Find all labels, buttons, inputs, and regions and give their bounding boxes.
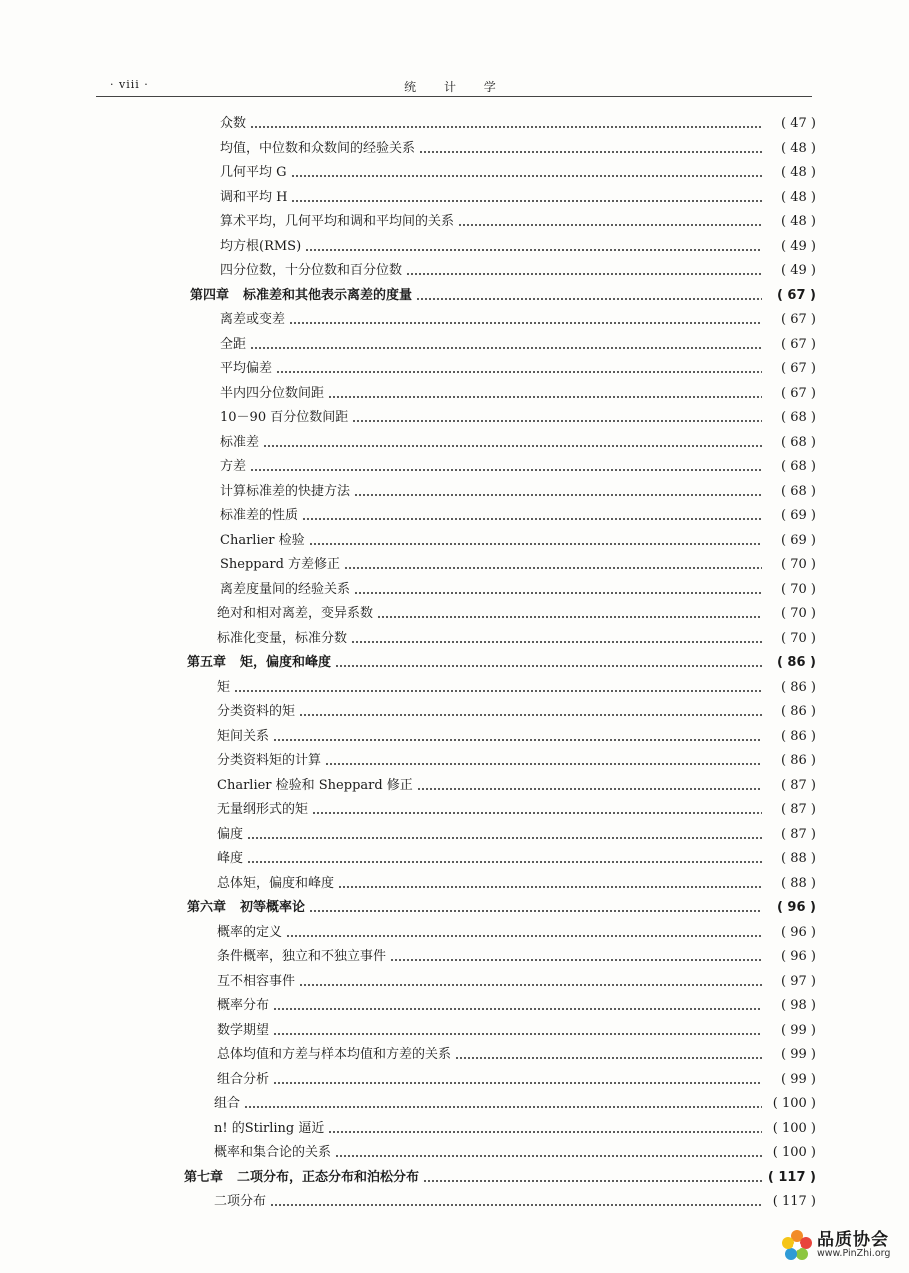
toc-chapter-row [190,284,816,308]
toc-dot-leader [406,266,762,276]
toc-section-row [217,1019,816,1043]
toc-page-number: ( 87 ) [781,777,816,793]
toc-page-number: ( 98 ) [781,998,816,1013]
toc-section-row [220,529,816,553]
toc-page-number: ( 96 ) [776,900,816,915]
toc-entry-title: 峰度 [217,851,244,866]
toc-page-number: ( 68 ) [781,410,816,425]
toc-entry-title: 均方根(RMS) [220,238,302,254]
toc-section-row [217,921,816,945]
toc-chapter-row [187,651,816,675]
toc-page-number: ( 86 ) [781,679,816,695]
toc-dot-leader [338,879,762,889]
toc-entry-title: 总体均值和方差与样本均值和方差的关系 [217,1047,452,1062]
toc-page-number: ( 88 ) [781,875,816,891]
toc-chapter-number: 第四章 [190,287,230,303]
toc-dot-leader [423,1173,762,1183]
toc-entry-title: 条件概率，独立和不独立事件 [217,949,387,964]
toc-entry-title: 概率分布 [217,998,270,1013]
toc-section-row [220,480,816,504]
toc-section-row [220,308,816,332]
toc-entry-title: 分类资料矩的计算 [217,753,322,768]
toc-entry-title: 绝对和相对离差，变异系数 [217,606,374,621]
toc-page-number: ( 69 ) [781,532,816,548]
toc-section-row [220,406,816,430]
toc-section-row [220,553,816,577]
toc-section-row [220,431,816,455]
toc-section-row [220,578,816,602]
toc-page-number: ( 68 ) [781,459,816,474]
watermark-logo [779,1225,901,1265]
toc-dot-leader [417,781,762,791]
toc-entry-title: Charlier 检验和 Sheppard 修正 [217,777,413,793]
toc-page-number: ( 99 ) [781,1071,816,1087]
toc-page-number: ( 67 ) [781,336,816,352]
toc-entry-title: 标准差和其他表示离差的度量 [243,287,413,303]
toc-dot-leader [328,1124,762,1134]
toc-dot-leader [299,707,762,717]
toc-page-number: ( 96 ) [781,924,816,940]
toc-dot-leader [352,413,762,423]
toc-dot-leader [250,119,762,129]
toc-dot-leader [344,560,762,570]
toc-dot-leader [276,364,762,374]
toc-entry-title: n! 的Stirling 逼近 [214,1120,325,1136]
toc-entry-title: Charlier 检验 [220,532,305,548]
toc-page-number: ( 100 ) [772,1120,816,1136]
toc-section-row [220,455,816,479]
toc-entry-title: 组合 [214,1096,241,1111]
toc-dot-leader [270,1197,762,1207]
toc-page-number: ( 117 ) [772,1194,816,1209]
toc-entry-title: 无量纲形式的矩 [217,802,309,817]
toc-entry-title: 矩 [217,679,231,695]
toc-page-number: ( 88 ) [781,851,816,866]
toc-dot-leader [234,683,762,693]
toc-page-number: ( 48 ) [781,140,816,156]
toc-dot-leader [250,340,762,350]
toc-entry-title: 方差 [220,459,247,474]
toc-chapter-number: 第六章 [187,900,227,915]
toc-dot-leader [419,144,762,154]
toc-dot-leader [354,487,762,497]
toc-entry-title: 矩间关系 [217,728,270,744]
toc-entry-title: 离差或变差 [220,312,286,327]
toc-dot-leader [309,903,762,913]
toc-entry-title: 标准差的性质 [220,508,299,523]
toc-entry-title: 初等概率论 [240,900,306,915]
toc-entry-title: 互不相容事件 [217,973,296,989]
toc-dot-leader [247,854,762,864]
toc-entry-title: 算术平均，几何平均和调和平均间的关系 [220,214,455,229]
toc-page-number: ( 49 ) [781,238,816,254]
page-header [100,78,812,96]
toc-page-number: ( 48 ) [781,165,816,180]
toc-section-row [220,186,816,210]
toc-entry-title: 调和平均 H [220,189,288,205]
toc-dot-leader [247,830,762,840]
toc-dot-leader [390,952,762,962]
toc-section-row [217,774,816,798]
toc-dot-leader [305,242,762,252]
toc-section-row [217,847,816,871]
toc-section-row [217,945,816,969]
toc-section-row [217,798,816,822]
toc-entry-title: 二项分布，正态分布和泊松分布 [237,1169,420,1185]
header-rule [96,96,812,97]
toc-page-number: ( 48 ) [781,189,816,205]
toc-entry-title: 分类资料的矩 [217,704,296,719]
toc-chapter-number: 第七章 [184,1169,224,1185]
toc-section-row [217,872,816,896]
toc-page-number: ( 86 ) [781,728,816,744]
toc-section-row [217,970,816,994]
toc-dot-leader [273,732,762,742]
toc-entry-title: 离差度量间的经验关系 [220,581,351,597]
toc-dot-leader [263,438,762,448]
toc-chapter-row [187,896,816,920]
toc-entry-title: 标准差 [220,434,260,450]
toc-section-row [220,210,816,234]
page-number: · viii · [110,78,149,91]
toc-page-number: ( 99 ) [781,1047,816,1062]
toc-page-number: ( 49 ) [781,263,816,278]
toc-dot-leader [351,634,762,644]
toc-entry-title: 概率和集合论的关系 [214,1145,332,1160]
toc-section-row [214,1117,816,1141]
toc-section-row [217,823,816,847]
toc-dot-leader [273,1001,762,1011]
flower-logo-icon [779,1227,815,1263]
toc-entry-title: 偏度 [217,826,244,842]
toc-chapter-number: 第五章 [187,655,227,670]
toc-entry-title: 标准化变量，标准分数 [217,630,348,646]
toc-section-row [217,994,816,1018]
toc-entry-title: 均值，中位数和众数间的经验关系 [220,140,416,156]
toc-section-row [220,382,816,406]
toc-dot-leader [312,805,762,815]
toc-section-row [214,1092,816,1116]
toc-dot-leader [455,1050,762,1060]
toc-entry-title: 四分位数，十分位数和百分位数 [220,263,403,278]
toc-section-row [217,700,816,724]
toc-chapter-row [184,1166,816,1190]
toc-entry-title: 概率的定义 [217,924,283,940]
toc-page-number: ( 68 ) [781,483,816,499]
toc-entry-title: 总体矩，偏度和峰度 [217,875,335,891]
watermark-name: 品质协会 [817,1230,889,1250]
toc-section-row [217,627,816,651]
toc-dot-leader [289,315,762,325]
toc-section-row [220,504,816,528]
toc-page-number: ( 70 ) [781,630,816,646]
toc-page-number: ( 86 ) [781,704,816,719]
toc-dot-leader [377,609,762,619]
toc-section-row [217,1068,816,1092]
toc-dot-leader [416,291,762,301]
toc-section-row [220,333,816,357]
toc-entry-title: 半内四分位数间距 [220,385,325,401]
toc-entry-title: 数学期望 [217,1022,270,1038]
running-title: 统 计 学 [404,80,508,94]
toc-page-number: ( 67 ) [781,385,816,401]
toc-section-row [214,1190,816,1214]
toc-entry-title: 平均偏差 [220,361,273,376]
toc-section-row [217,676,816,700]
toc-page-number: ( 86 ) [776,655,816,670]
toc-section-row [217,602,816,626]
toc-dot-leader [273,1075,762,1085]
toc-page-number: ( 87 ) [781,802,816,817]
toc-dot-leader [291,168,762,178]
toc-section-row [217,749,816,773]
toc-section-row [220,259,816,283]
toc-page-number: ( 97 ) [781,973,816,989]
toc-page-number: ( 100 ) [772,1145,816,1160]
toc-page-number: ( 96 ) [781,949,816,964]
toc-section-row [217,1043,816,1067]
toc-dot-leader [458,217,762,227]
toc-dot-leader [335,1148,762,1158]
toc-entry-title: 全距 [220,336,247,352]
toc-dot-leader [273,1026,762,1036]
toc-entry-title: Sheppard 方差修正 [220,557,341,572]
toc-entry-title: 二项分布 [214,1194,267,1209]
toc-page-number: ( 47 ) [781,116,816,131]
toc-dot-leader [250,462,762,472]
toc-entry-title: 几何平均 G [220,165,287,180]
toc-page-number: ( 70 ) [781,581,816,597]
toc-dot-leader [302,511,762,521]
toc-dot-leader [291,193,762,203]
toc-section-row [214,1141,816,1165]
toc-page-number: ( 86 ) [781,753,816,768]
toc-page-number: ( 117 ) [767,1169,816,1185]
toc-entry-title: 众数 [220,116,247,131]
toc-entry-title: 10－90 百分位数间距 [220,410,349,425]
toc-dot-leader [354,585,762,595]
toc-section-row [220,161,816,185]
toc-dot-leader [325,756,762,766]
toc-page-number: ( 99 ) [781,1022,816,1038]
toc-page-number: ( 67 ) [781,361,816,376]
toc-section-row [220,235,816,259]
toc-page-number: ( 70 ) [781,557,816,572]
toc-section-row [217,725,816,749]
toc-entry-title: 计算标准差的快捷方法 [220,483,351,499]
toc-page-number: ( 70 ) [781,606,816,621]
toc-entry-title: 矩，偏度和峰度 [240,655,332,670]
watermark-url: www.PinZhi.org [817,1248,891,1259]
toc-section-row [220,112,816,136]
toc-dot-leader [299,977,762,987]
toc-page-number: ( 67 ) [781,312,816,327]
toc-page-number: ( 67 ) [776,287,816,303]
toc-page-number: ( 69 ) [781,508,816,523]
toc-page-number: ( 48 ) [781,214,816,229]
toc-dot-leader [309,536,762,546]
toc-dot-leader [286,928,762,938]
toc-dot-leader [244,1099,762,1109]
toc-entry-title: 组合分析 [217,1071,270,1087]
toc-page-number: ( 100 ) [772,1096,816,1111]
toc-section-row [220,137,816,161]
toc-dot-leader [335,658,762,668]
toc-page-number: ( 68 ) [781,434,816,450]
toc-dot-leader [328,389,762,399]
toc-page-number: ( 87 ) [781,826,816,842]
toc-section-row [220,357,816,381]
